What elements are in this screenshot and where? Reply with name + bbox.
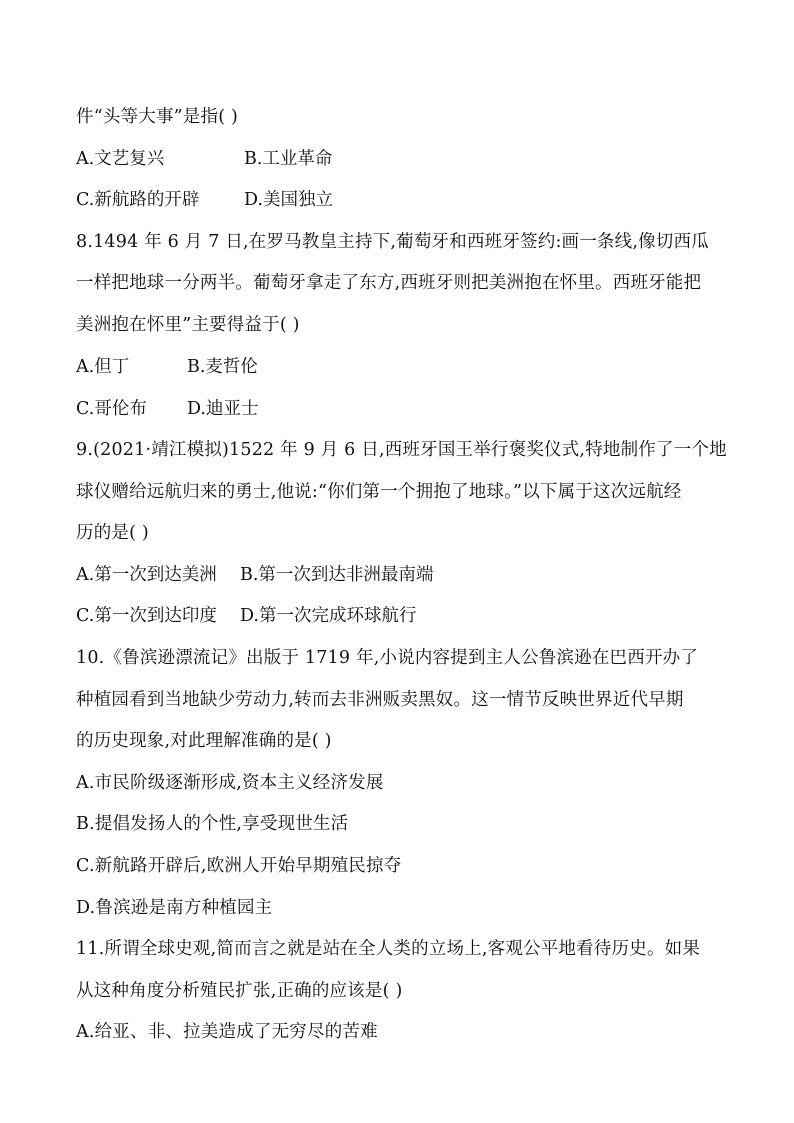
q8-stem-line-1: 8.1494 年 6 月 7 日,在罗马教皇主持下,葡萄牙和西班牙签约:画一条线,像切西瓜 [76, 232, 709, 252]
q10-option-a[interactable]: A.市民阶级逐渐形成,资本主义经济发展 [76, 773, 384, 793]
q9-stem-line-1: 9.(2021·靖江模拟)1522 年 9 月 6 日,西班牙国王举行褒奖仪式,特地制作了一个地 [76, 440, 727, 460]
q8-options-row-1 [76, 355, 476, 379]
q9-options-row-2 [76, 604, 536, 628]
q10-stem-line-1: 10.《鲁滨逊漂流记》出版于 1719 年,小说内容提到主人公鲁滨逊在巴西开办了 [76, 648, 699, 668]
q10-option-c[interactable]: C.新航路开辟后,欧洲人开始早期殖民掠夺 [76, 856, 402, 876]
q8-option-b[interactable]: B.麦哲伦 [187, 357, 258, 377]
q9-option-c[interactable]: C.第一次到达印度 [76, 606, 217, 626]
q10-stem-line-2: 种植园看到当地缺少劳动力,转而去非洲贩卖黑奴。这一情节反映世界近代早期 [76, 690, 684, 710]
q8-option-a[interactable]: A.但丁 [76, 357, 130, 377]
q7-options-row-2 [76, 188, 476, 212]
q8-stem-line-2: 一样把地球一分两半。葡萄牙拿走了东方,西班牙则把美洲抱在怀里。西班牙能把 [76, 273, 702, 293]
q7-options-row-1 [76, 147, 476, 171]
q11-stem-line-1: 11.所谓全球史观,简而言之就是站在全人类的立场上,客观公平地看待历史。如果 [76, 939, 701, 959]
q9-option-d[interactable]: D.第一次完成环球航行 [240, 606, 417, 626]
q7-stem-tail: 件“头等大事”是指( ) [76, 107, 239, 127]
q8-option-c[interactable]: C.哥伦布 [76, 399, 147, 419]
q7-option-a[interactable]: A.文艺复兴 [76, 149, 165, 169]
q9-stem-line-2: 球仪赠给远航归来的勇士,他说:“你们第一个拥抱了地球。”以下属于这次远航经 [76, 482, 682, 502]
q8-stem-line-3: 美洲抱在怀里”主要得益于( ) [76, 315, 300, 335]
q11-option-a[interactable]: A.给亚、非、拉美造成了无穷尽的苦难 [76, 1022, 378, 1042]
q10-stem-line-3: 的历史现象,对此理解准确的是( ) [76, 731, 332, 751]
q9-option-a[interactable]: A.第一次到达美洲 [76, 565, 217, 585]
q7-option-c[interactable]: C.新航路的开辟 [76, 190, 200, 210]
q9-options-row-1 [76, 563, 536, 587]
q8-option-d[interactable]: D.迪亚士 [187, 399, 259, 419]
q11-stem-line-2: 从这种角度分析殖民扩张,正确的应该是( ) [76, 981, 403, 1001]
q10-option-d[interactable]: D.鲁滨逊是南方种植园主 [76, 898, 273, 918]
q9-stem-line-3: 历的是( ) [76, 523, 149, 543]
q7-option-b[interactable]: B.工业革命 [244, 149, 333, 169]
q8-options-row-2 [76, 397, 476, 421]
q7-option-d[interactable]: D.美国独立 [244, 190, 333, 210]
q9-option-b[interactable]: B.第一次到达非洲最南端 [240, 565, 434, 585]
q10-option-b[interactable]: B.提倡发扬人的个性,享受现世生活 [76, 814, 349, 834]
